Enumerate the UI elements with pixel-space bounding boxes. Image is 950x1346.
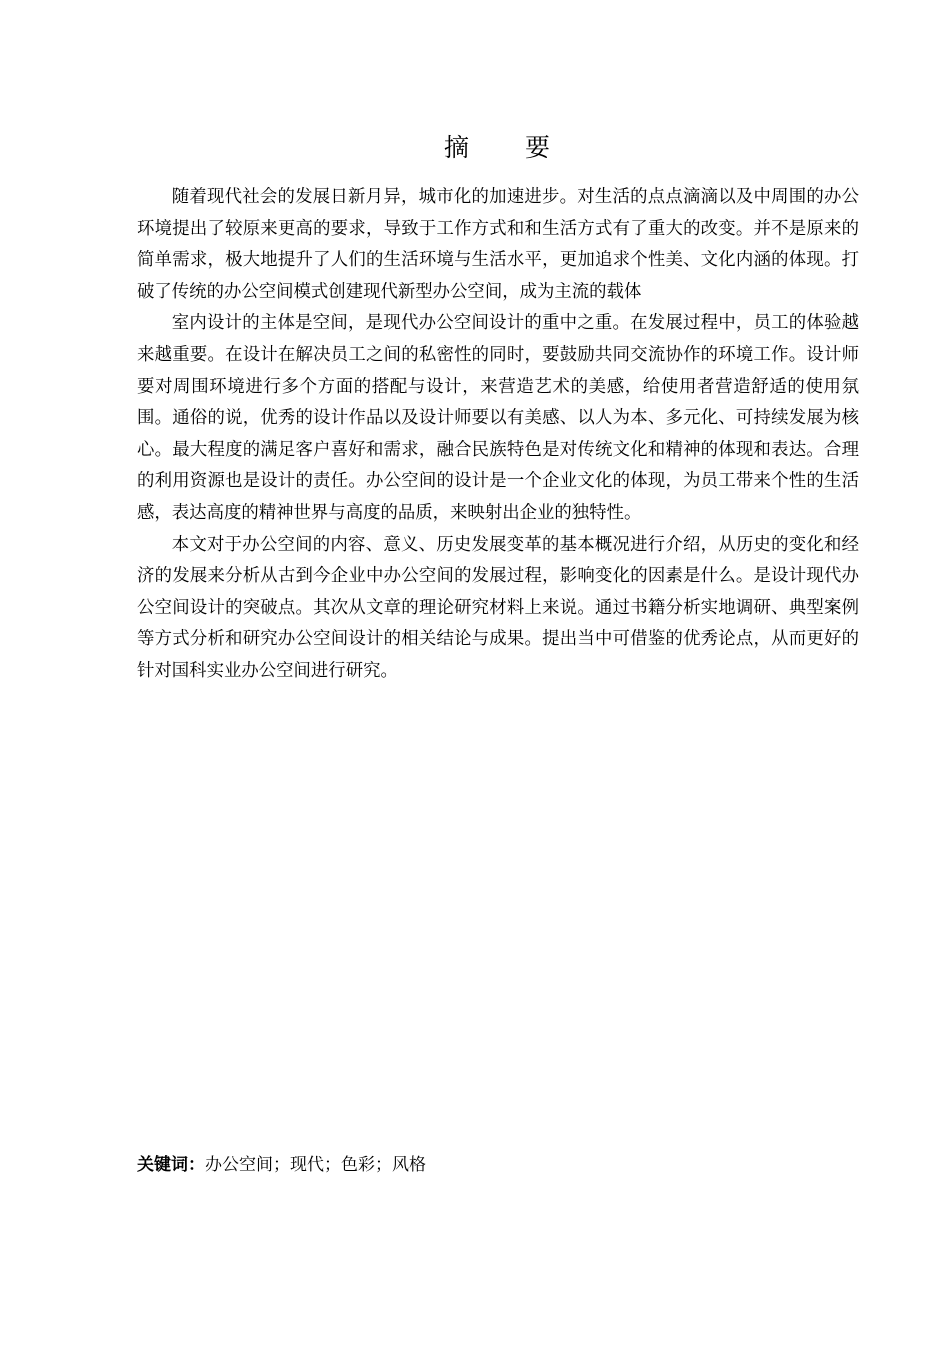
keywords-line — [137, 1150, 859, 1180]
abstract-paragraph-3: 本文对于办公空间的内容、意义、历史发展变革的基本概况进行介绍，从历史的变化和经济的发展来分析从古到今企业中办公空间的发展过程，影响变化的因素是什么。是设计现代办公空间设计的突破点。其次从文章的理论研究材料上来说。通过书籍分析实地调研、典型案例等方式分析和研究办公空间设计的相关结论与成果。提出当中可借鉴的优秀论点，从而更好的针对国科实业办公空间进行研究。 — [137, 534, 859, 681]
abstract-body — [137, 182, 859, 688]
keywords-label: 关键词： — [137, 1155, 205, 1175]
page-title: 摘 要 — [444, 133, 574, 162]
abstract-paragraph-2: 室内设计的主体是空间，是现代办公空间设计的重中之重。在发展过程中，员工的体验越来越重要。在设计在解决员工之间的私密性的同时，要鼓励共同交流协作的环境工作。设计师要对周围环境进行多个方面的搭配与设计，来营造艺术的美感，给使用者营造舒适的使用氛围。通俗的说，优秀的设计作品以及设计师要以有美感、以人为本、多元化、可持续发展为核心。最大程度的满足客户喜好和需求，融合民族特色是对传统文化和精神的体现和表达。合理的利用资源也是设计的责任。办公空间的设计是一个企业文化的体现，为员工带来个性的生活感，表达高度的精神世界与高度的品质，来映射出企业的独特性。 — [137, 313, 859, 523]
abstract-paragraph-1: 随着现代社会的发展日新月异，城市化的加速进步。对生活的点点滴滴以及中周围的办公环境提出了较原来更高的要求，导致于工作方式和和生活方式有了重大的改变。并不是原来的简单需求，极大地提升了人们的生活环境与生活水平，更加追求个性美、文化内涵的体现。打破了传统的办公空间模式创建现代新型办公空间，成为主流的载体 — [137, 187, 859, 302]
keywords-value: 办公空间；现代；色彩；风格 — [205, 1155, 426, 1175]
